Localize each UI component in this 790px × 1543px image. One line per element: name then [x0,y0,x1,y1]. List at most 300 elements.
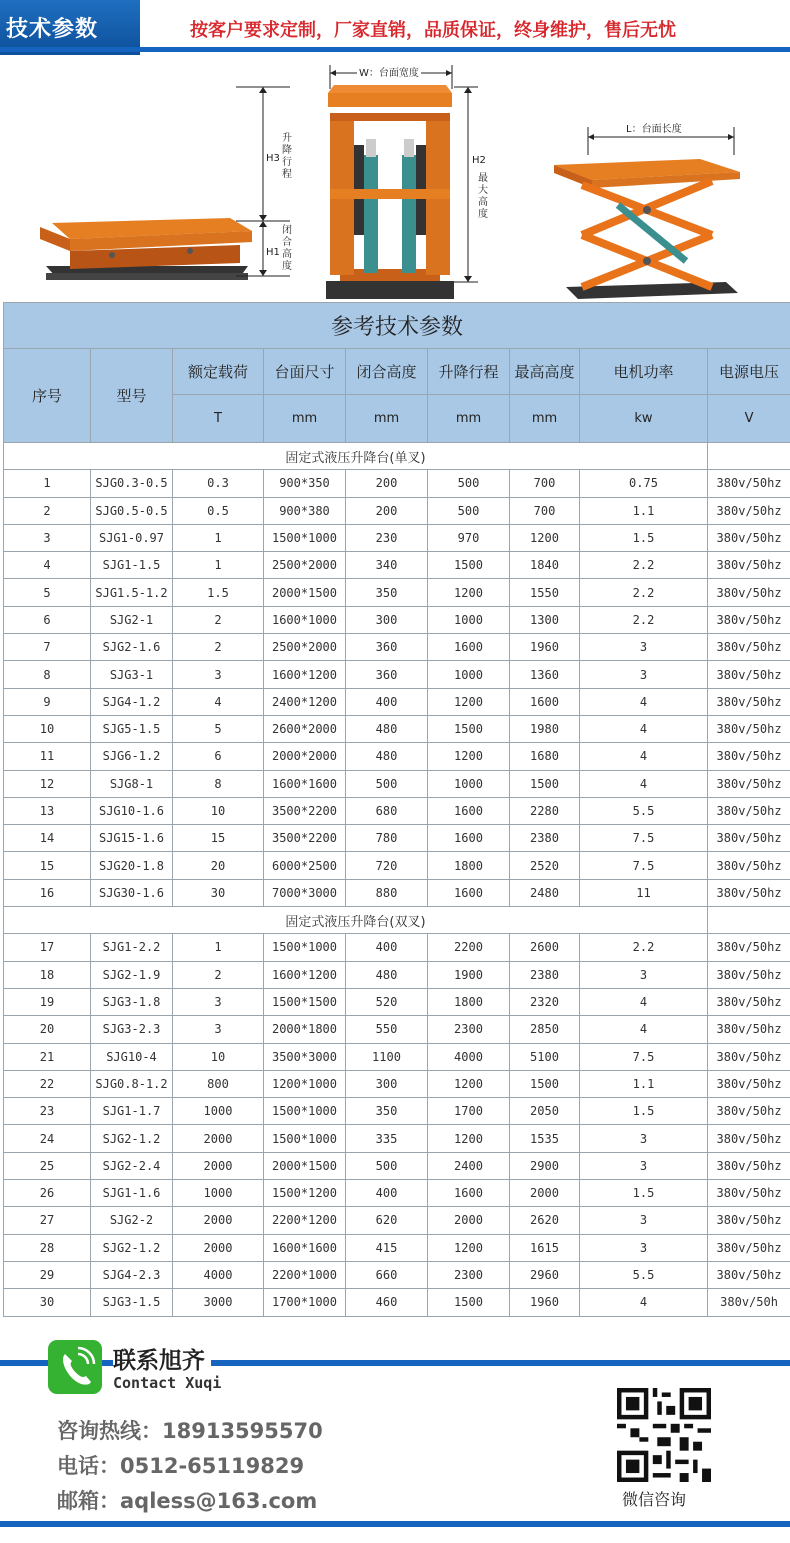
table-cell: 2850 [510,1016,580,1043]
table-cell: 620 [346,1207,428,1234]
table-cell: 380v/50hz [708,497,790,524]
table-cell: 380v/50hz [708,715,790,742]
table-cell: 380v/50hz [708,797,790,824]
table-cell: 1000 [428,606,510,633]
table-cell: 520 [346,988,428,1015]
table-cell: 200 [346,497,428,524]
table-cell: 1.1 [580,497,708,524]
table-cell: 2000 [173,1152,264,1179]
table-cell: SJG1-1.7 [91,1098,173,1125]
header-title: 技术参数 [6,17,99,42]
header-cell: 最高高度 [510,349,580,395]
table-cell: 480 [346,961,428,988]
table-cell: 1600*1000 [264,606,346,633]
table-cell: 2 [4,497,91,524]
table-cell: 1360 [510,661,580,688]
table-cell: 380v/50hz [708,1207,790,1234]
table-cell: 4 [173,688,264,715]
table-cell: 1000 [173,1180,264,1207]
header-index: 序号 [4,349,91,443]
width-label: W：台面宽度 [357,64,421,79]
h1-label: H1 [266,247,280,258]
header-divider [0,47,790,52]
table-cell: 2600*2000 [264,715,346,742]
table-cell: 1700*1000 [264,1289,346,1316]
table-cell: 1200 [510,524,580,551]
table-cell: 3 [580,961,708,988]
table-cell: 7 [4,634,91,661]
table-cell: 4 [580,1289,708,1316]
group-title: 固定式液压升降台(单叉) [4,443,708,470]
table-cell: 2400*1200 [264,688,346,715]
table-cell: 4000 [428,1043,510,1070]
table-cell: 3 [173,661,264,688]
table-row [4,825,790,852]
table-cell: 380v/50hz [708,825,790,852]
wechat-qr-code[interactable] [617,1388,711,1482]
contact-email: 邮箱：aqless@163.com [57,1489,318,1513]
table-cell: 1980 [510,715,580,742]
table-cell: 340 [346,552,428,579]
table-cell: 380v/50hz [708,1261,790,1288]
table-cell: 1500*1000 [264,524,346,551]
table-cell: 2 [173,961,264,988]
table-cell: 2500*2000 [264,634,346,661]
table-cell: 17 [4,934,91,961]
table-cell: 350 [346,579,428,606]
table-cell: 2400 [428,1152,510,1179]
table-cell: 500 [428,497,510,524]
group-title-blank [708,907,790,934]
table-row [4,934,790,961]
table-cell: 2000*2000 [264,743,346,770]
table-cell: 3 [580,1125,708,1152]
max-height-dimension [454,87,478,282]
table-cell: 230 [346,524,428,551]
contact-bottom-line [0,1521,790,1527]
table-cell: 8 [4,661,91,688]
table-cell: 380v/50hz [708,1070,790,1097]
table-cell: 14 [4,825,91,852]
unit-cell: mm [346,395,428,443]
table-cell: 1535 [510,1125,580,1152]
table-cell: SJG8-1 [91,770,173,797]
table-cell: 780 [346,825,428,852]
table-cell: 2200*1000 [264,1261,346,1288]
table-row [4,1234,790,1261]
table-cell: 27 [4,1207,91,1234]
table-cell: 5 [173,715,264,742]
table-cell: SJG2-1.6 [91,634,173,661]
unit-cell: mm [510,395,580,443]
table-cell: 1600*1600 [264,1234,346,1261]
table-cell: SJG3-1.5 [91,1289,173,1316]
contact-hotline: 咨询热线：18913595570 [57,1419,323,1443]
table-cell: 2600 [510,934,580,961]
table-row [4,606,790,633]
table-row [4,661,790,688]
table-cell: 1200 [428,688,510,715]
table-cell: 380v/50h [708,1289,790,1316]
table-cell: 20 [173,852,264,879]
table-cell: 970 [428,524,510,551]
table-cell: 2300 [428,1261,510,1288]
table-cell: 380v/50hz [708,688,790,715]
contact-section [0,1330,790,1543]
table-cell: SJG2-1.9 [91,961,173,988]
table-cell: 7.5 [580,852,708,879]
table-cell: 1800 [428,852,510,879]
table-cell: 28 [4,1234,91,1261]
table-cell: 2000*1500 [264,579,346,606]
table-cell: 1550 [510,579,580,606]
table-cell: 1200*1000 [264,1070,346,1097]
table-cell: 500 [346,1152,428,1179]
table-cell: SJG1-1.6 [91,1180,173,1207]
table-cell: 2000 [428,1207,510,1234]
table-cell: 5.5 [580,1261,708,1288]
extended-lift-image [326,85,454,299]
table-caption-row [4,303,790,349]
header-cell: 台面尺寸 [264,349,346,395]
table-cell: 5100 [510,1043,580,1070]
table-cell: 1960 [510,634,580,661]
header-model: 型号 [91,349,173,443]
table-row [4,524,790,551]
table-cell: 2900 [510,1152,580,1179]
table-cell: 360 [346,661,428,688]
table-cell: 1600*1200 [264,661,346,688]
header-cell: 闭合高度 [346,349,428,395]
table-cell: 1840 [510,552,580,579]
table-cell: SJG0.8-1.2 [91,1070,173,1097]
table-cell: 1000 [173,1098,264,1125]
table-cell: SJG3-2.3 [91,1016,173,1043]
table-cell: 380v/50hz [708,1016,790,1043]
table-cell: 1200 [428,1125,510,1152]
table-cell: SJG2-2.4 [91,1152,173,1179]
table-cell: 1 [173,934,264,961]
table-row [4,879,790,906]
table-row [4,1261,790,1288]
table-cell: 3 [580,1152,708,1179]
table-cell: 2050 [510,1098,580,1125]
table-cell: 380v/50hz [708,743,790,770]
table-cell: 2000 [173,1125,264,1152]
table-cell: 2000 [510,1180,580,1207]
table-cell: SJG5-1.5 [91,715,173,742]
table-cell: 880 [346,879,428,906]
table-cell: 1200 [428,1070,510,1097]
table-cell: 380v/50hz [708,606,790,633]
table-cell: 10 [4,715,91,742]
table-cell: 1615 [510,1234,580,1261]
table-cell: 3 [4,524,91,551]
table-cell: 7000*3000 [264,879,346,906]
table-cell: 380v/50hz [708,1234,790,1261]
table-cell: 2.2 [580,934,708,961]
table-cell: 460 [346,1289,428,1316]
table-cell: 3500*2200 [264,797,346,824]
table-row [4,1289,790,1316]
table-cell: 400 [346,688,428,715]
table-cell: 1.5 [580,1180,708,1207]
table-cell: 1600*1200 [264,961,346,988]
table-row [4,715,790,742]
table-cell: SJG15-1.6 [91,825,173,852]
unit-cell: T [173,395,264,443]
table-cell: 1.5 [580,524,708,551]
table-cell: 2000 [173,1234,264,1261]
table-cell: 1.5 [580,1098,708,1125]
table-row [4,743,790,770]
table-cell: 5 [4,579,91,606]
table-cell: SJG20-1.8 [91,852,173,879]
table-cell: 1600 [510,688,580,715]
table-cell: 380v/50hz [708,934,790,961]
table-cell: 2380 [510,961,580,988]
table-cell: 3 [173,988,264,1015]
table-cell: 3500*2200 [264,825,346,852]
table-cell: 4 [4,552,91,579]
group-title-blank [708,443,790,470]
header-cell: 电源电压 [708,349,790,395]
table-cell: 1800 [428,988,510,1015]
contact-phone: 电话：0512-65119829 [57,1454,305,1478]
table-cell: 6 [173,743,264,770]
table-cell: 22 [4,1070,91,1097]
table-cell: SJG30-1.6 [91,879,173,906]
table-cell: 1500 [510,1070,580,1097]
table-cell: 1600 [428,634,510,661]
contact-subtitle: Contact Xuqi [113,1374,222,1392]
table-cell: 25 [4,1152,91,1179]
table-cell: 3500*3000 [264,1043,346,1070]
table-cell: 6000*2500 [264,852,346,879]
table-row [4,1125,790,1152]
table-cell: 1500 [428,552,510,579]
table-cell: 12 [4,770,91,797]
table-cell: 20 [4,1016,91,1043]
table-cell: 16 [4,879,91,906]
table-row [4,988,790,1015]
table-cell: 2320 [510,988,580,1015]
table-cell: 1 [4,470,91,497]
table-cell: 21 [4,1043,91,1070]
table-cell: 380v/50hz [708,961,790,988]
table-cell: 1900 [428,961,510,988]
table-cell: 1600 [428,879,510,906]
table-cell: 1.1 [580,1070,708,1097]
table-cell: 2.2 [580,606,708,633]
table-cell: 2500*2000 [264,552,346,579]
table-cell: 4000 [173,1261,264,1288]
table-cell: 2960 [510,1261,580,1288]
group-title-row [4,443,790,470]
table-cell: 11 [4,743,91,770]
header-cell: 升降行程 [428,349,510,395]
table-cell: 3 [580,661,708,688]
table-cell: 15 [4,852,91,879]
table-cell: 380v/50hz [708,661,790,688]
table-cell: 11 [580,879,708,906]
table-row [4,852,790,879]
table-cell: 2300 [428,1016,510,1043]
table-cell: 10 [173,797,264,824]
table-cell: 15 [173,825,264,852]
table-cell: 1500*1000 [264,934,346,961]
length-label: L：台面长度 [624,120,684,135]
table-row [4,1043,790,1070]
table-cell: 200 [346,470,428,497]
table-cell: SJG3-1.8 [91,988,173,1015]
table-cell: SJG2-2 [91,1207,173,1234]
table-row [4,1180,790,1207]
wechat-label: 微信咨询 [622,1490,687,1509]
table-cell: 1500*1000 [264,1098,346,1125]
unit-cell: V [708,395,790,443]
spec-table [3,302,790,1317]
table-cell: 24 [4,1125,91,1152]
table-row [4,1152,790,1179]
table-cell: 0.75 [580,470,708,497]
header-slogan: 按客户要求定制，厂家直销，品质保证，终身维护，售后无忧 [190,20,676,41]
table-cell: 4 [580,688,708,715]
table-cell: 1.5 [173,579,264,606]
h3-label: H3 [266,153,280,164]
table-cell: 380v/50hz [708,988,790,1015]
table-cell: SJG1-0.97 [91,524,173,551]
table-cell: 18 [4,961,91,988]
table-cell: 9 [4,688,91,715]
table-cell: 400 [346,934,428,961]
table-cell: 2 [173,634,264,661]
table-cell: 0.3 [173,470,264,497]
table-cell: 380v/50hz [708,552,790,579]
table-cell: 300 [346,1070,428,1097]
table-cell: 2 [173,606,264,633]
table-cell: 2.2 [580,552,708,579]
table-cell: 380v/50hz [708,852,790,879]
table-cell: 900*380 [264,497,346,524]
table-cell: 400 [346,1180,428,1207]
h2-label: H2 [472,155,486,166]
table-cell: 30 [4,1289,91,1316]
closed-lift-image [40,218,252,280]
table-row [4,1207,790,1234]
table-cell: 4 [580,743,708,770]
table-cell: 6 [4,606,91,633]
table-cell: 720 [346,852,428,879]
table-cell: 700 [510,470,580,497]
table-cell: 2000*1800 [264,1016,346,1043]
table-cell: 3 [580,634,708,661]
table-cell: 300 [346,606,428,633]
lift-illustration [0,55,790,305]
table-cell: 900*350 [264,470,346,497]
table-cell: 480 [346,715,428,742]
table-row [4,634,790,661]
table-cell: 500 [346,770,428,797]
table-cell: 1500*1000 [264,1125,346,1152]
table-cell: 380v/50hz [708,1043,790,1070]
table-cell: 1960 [510,1289,580,1316]
table-cell: 1500 [428,1289,510,1316]
table-cell: 1700 [428,1098,510,1125]
table-cell: 480 [346,743,428,770]
group-title-row [4,907,790,934]
table-cell: 2480 [510,879,580,906]
table-cell: 2200 [428,934,510,961]
table-cell: 380v/50hz [708,1152,790,1179]
table-row [4,1098,790,1125]
table-cell: 10 [173,1043,264,1070]
table-caption: 参考技术参数 [4,303,790,349]
table-row [4,1016,790,1043]
table-row [4,497,790,524]
table-cell: 1500*1500 [264,988,346,1015]
table-cell: 2000*1500 [264,1152,346,1179]
table-cell: SJG4-1.2 [91,688,173,715]
table-row [4,1070,790,1097]
contact-title: 联系旭齐 [113,1342,211,1375]
table-header-row [4,349,790,395]
table-cell: 2200*1200 [264,1207,346,1234]
table-cell: SJG4-2.3 [91,1261,173,1288]
table-cell: 3 [580,1207,708,1234]
table-cell: 1000 [428,661,510,688]
table-cell: 1 [173,524,264,551]
table-cell: SJG10-1.6 [91,797,173,824]
table-row [4,797,790,824]
table-row [4,579,790,606]
table-cell: 380v/50hz [708,1125,790,1152]
table-cell: 1200 [428,743,510,770]
phone-icon [48,1340,102,1394]
table-cell: SJG2-1.2 [91,1234,173,1261]
table-cell: 335 [346,1125,428,1152]
table-cell: 500 [428,470,510,497]
table-row [4,770,790,797]
table-cell: 2.2 [580,579,708,606]
table-cell: 1600 [428,825,510,852]
table-cell: 800 [173,1070,264,1097]
table-cell: SJG10-4 [91,1043,173,1070]
table-cell: 680 [346,797,428,824]
table-cell: 1600 [428,1180,510,1207]
table-cell: 5.5 [580,797,708,824]
table-cell: 8 [173,770,264,797]
table-cell: SJG1-1.5 [91,552,173,579]
table-cell: SJG2-1 [91,606,173,633]
double-scissor-lift-image [554,159,740,299]
table-cell: 30 [173,879,264,906]
table-cell: 3 [580,1234,708,1261]
table-cell: 380v/50hz [708,770,790,797]
table-cell: 1100 [346,1043,428,1070]
table-cell: 29 [4,1261,91,1288]
table-cell: 380v/50hz [708,634,790,661]
table-cell: 2000 [173,1207,264,1234]
table-cell: 550 [346,1016,428,1043]
table-cell: 2280 [510,797,580,824]
unit-cell: kw [580,395,708,443]
table-cell: 380v/50hz [708,524,790,551]
table-cell: SJG0.5-0.5 [91,497,173,524]
table-cell: 4 [580,988,708,1015]
table-cell: 4 [580,1016,708,1043]
table-cell: 23 [4,1098,91,1125]
